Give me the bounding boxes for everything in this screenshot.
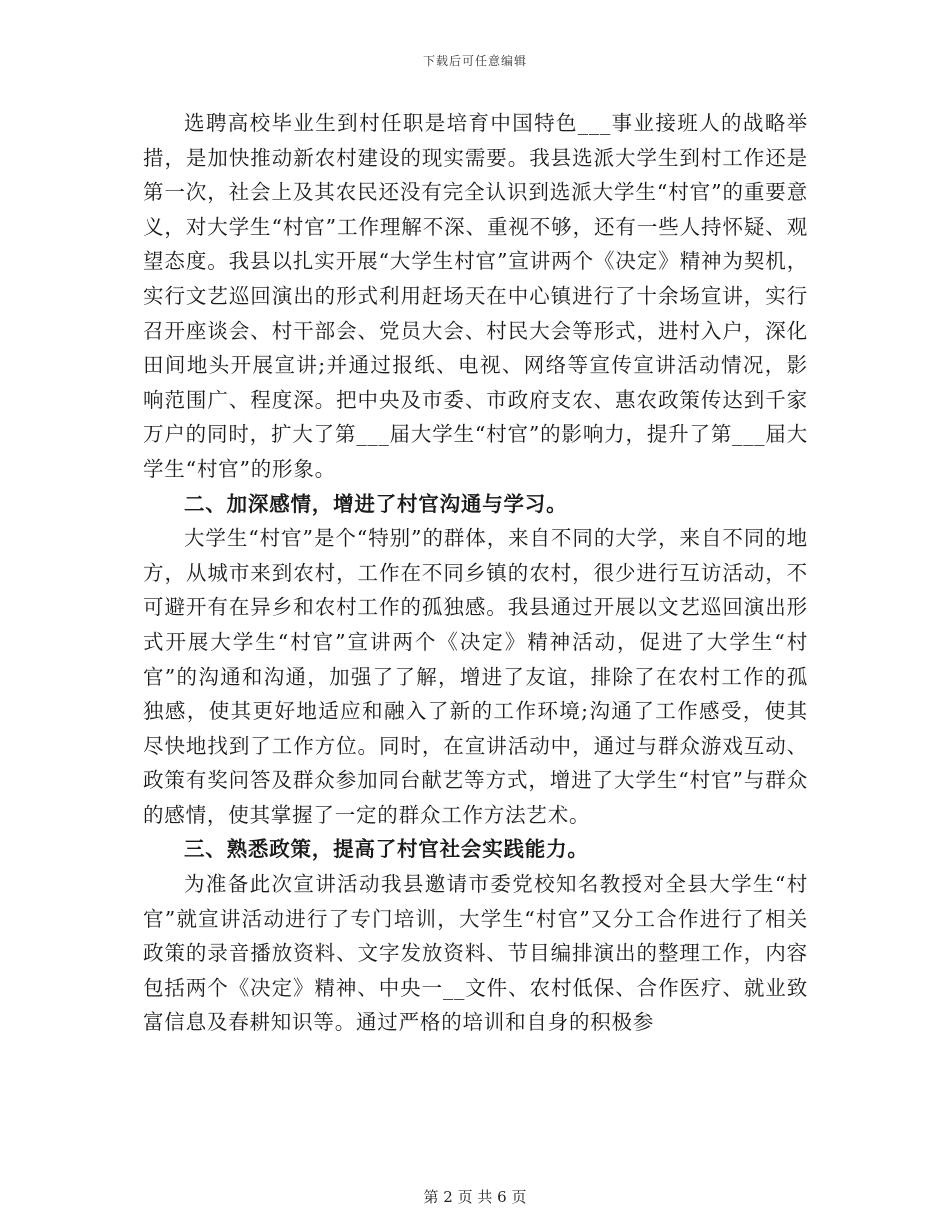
paragraph-section-3: 为准备此次宣讲活动我县邀请市委党校知名教授对全县大学生“村官”就宣讲活动进行了专门培训，大学生“村官”又分工合作进行了相关政策的录音播放资料、文字发放资料、节目编排演出的整理工作，内容包括两个《决定》精神、中央一__文件、农村低保、合作医疗、就业致富信息及春耕知识等。通过严格的培训和自身的积极参: [143, 872, 808, 1035]
page-footer: 第 2 页 共 6 页: [423, 1188, 527, 1206]
document-body: [143, 106, 808, 1040]
paragraph-intro: 选聘高校毕业生到村任职是培育中国特色___事业接班人的战略举措，是加快推动新农村建设的现实需要。我县选派大学生到村工作还是第一次，社会上及其农民还没有完全认识到选派大学生“村官”的重要意义，对大学生“村官”工作理解不深、重视不够，还有一些人持怀疑、观望态度。我县以扎实开展“大学生村官”宣讲两个《决定》精神为契机，实行文艺巡回演出的形式利用赶场天在中心镇进行了十余场宣讲，实行召开座谈会、村干部会、党员大会、村民大会等形式，进村入户，深化田间地头开展宣讲;并通过报纸、电视、网络等宣传宣讲活动情况，影响范围广、程度深。把中央及市委、市政府支农、惠农政策传达到千家万户的同时，扩大了第___届大学生“村官”的影响力，提升了第___届大学生“村官”的形象。: [143, 111, 808, 481]
paragraph-section-2: 大学生“村官”是个“特别”的群体，来自不同的大学，来自不同的地方，从城市来到农村，工作在不同乡镇的农村，很少进行互访活动，不可避开有在异乡和农村工作的孤独感。我县通过开展以文艺巡回演出形式开展大学生“村官”宣讲两个《决定》精神活动，促进了大学生“村官”的沟通和沟通，加强了了解，增进了友谊，排除了在农村工作的孤独感，使其更好地适应和融入了新的工作环境;沟通了工作感受，使其尽快地找到了工作方位。同时，在宣讲活动中，通过与群众游戏互动、政策有奖问答及群众参加同台献艺等方式，增进了大学生“村官”与群众的感情，使其掌握了一定的群众工作方法艺术。: [143, 526, 808, 827]
section-heading-2: 二、加深感情，增进了村官沟通与学习。: [184, 491, 568, 516]
section-heading-3: 三、熟悉政策，提高了村官社会实践能力。: [184, 837, 589, 862]
page-header: 下载后可任意编辑: [422, 54, 527, 68]
